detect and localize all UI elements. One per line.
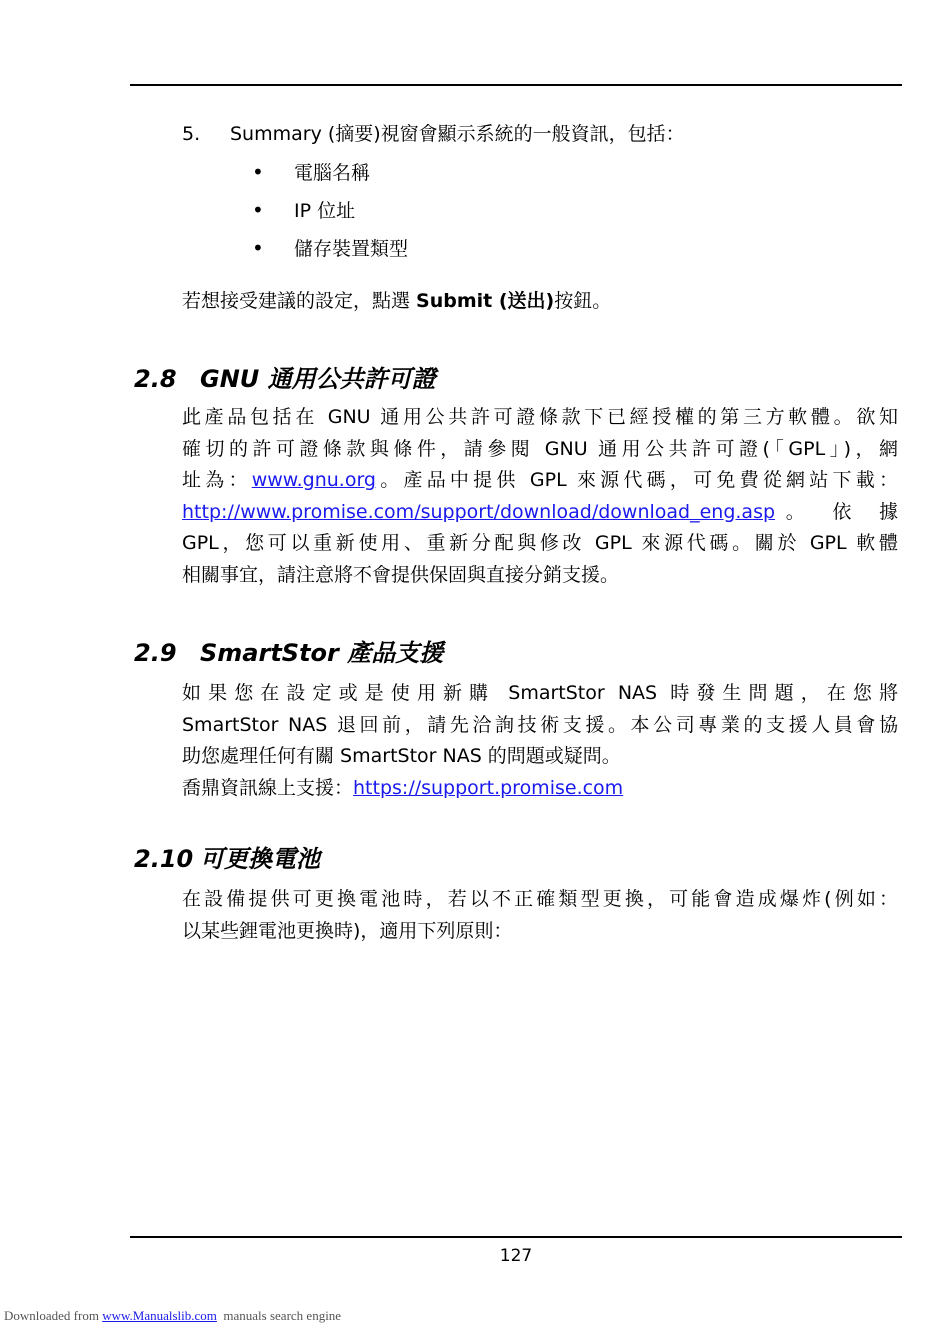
support-paragraph: 如果您在設定或是使用新購 SmartStor NAS 時發生問題，在您將 SmartStor NAS 退回前，請先洽詢技術支援。本公司專業的支援人員會協 助您處理任何有關 SmartStor NAS 的問題或疑問。 喬鼎資訊線上支援：https://support.promise.com	[182, 682, 898, 799]
bullet-icon: •	[252, 236, 264, 260]
section-number: 2.10	[134, 845, 194, 873]
section-2-10-heading	[134, 844, 320, 874]
submit-label: Submit (送出)	[416, 290, 555, 312]
section-title: GNU 通用公共許可證	[200, 365, 436, 393]
support-link[interactable]: https://support.promise.com	[353, 776, 624, 799]
footer-rule	[130, 1236, 902, 1238]
summary-text: Summary (摘要)視窗會顯示系統的一般資訊，包括：	[230, 123, 685, 145]
summary-number: 5.	[182, 123, 201, 145]
bullet-icon: •	[252, 160, 264, 184]
gnu-org-link[interactable]: www.gnu.org	[251, 469, 376, 491]
page-number: 127	[499, 1246, 533, 1266]
header-rule	[130, 84, 902, 86]
section-2-9-heading	[134, 638, 443, 668]
list-item: • IP 位址	[252, 198, 356, 222]
summary-item	[182, 120, 685, 148]
section-number: 2.8	[134, 365, 177, 393]
section-title: SmartStor 產品支援	[200, 639, 444, 667]
list-item: • 儲存裝置類型	[252, 236, 409, 260]
gnu-paragraph: 此產品包括在 GNU 通用公共許可證條款下已經授權的第三方軟體。欲知 確切的許可證條款與條件，請參閱 GNU 通用公共許可證(「GPL」)，網 址為：www.gnu.org。產品中提供 GPL 來源代碼，可免費從網站下載： http://www.promise.com/support/download/download_eng.asp。 依 據 GPL，您可以重新使用、重新分配與修改 GPL 來源代碼。關於 GPL 軟體 相關事宜，請注意將不會提供保固與直接分銷支援。	[182, 406, 898, 586]
section-title: 可更換電池	[200, 845, 320, 873]
manualslib-link[interactable]: www.Manualslib.com	[102, 1308, 217, 1323]
promise-download-link[interactable]: http://www.promise.com/support/download/download_eng.asp	[182, 500, 776, 523]
submit-paragraph: 若想接受建議的設定，點選 Submit (送出)按鈕。	[182, 290, 612, 312]
list-item: • 電腦名稱	[252, 160, 371, 184]
battery-paragraph: 在設備提供可更換電池時，若以不正確類型更換，可能會造成爆炸(例如： 以某些鋰電池更換時)，適用下列原則：	[182, 888, 898, 942]
bullet-icon: •	[252, 198, 264, 222]
section-number: 2.9	[134, 639, 177, 667]
summary-bullet-list	[252, 158, 408, 272]
download-footer: Downloaded from www.Manualslib.com manuals search engine	[4, 1308, 342, 1323]
section-2-8-heading	[134, 364, 436, 394]
